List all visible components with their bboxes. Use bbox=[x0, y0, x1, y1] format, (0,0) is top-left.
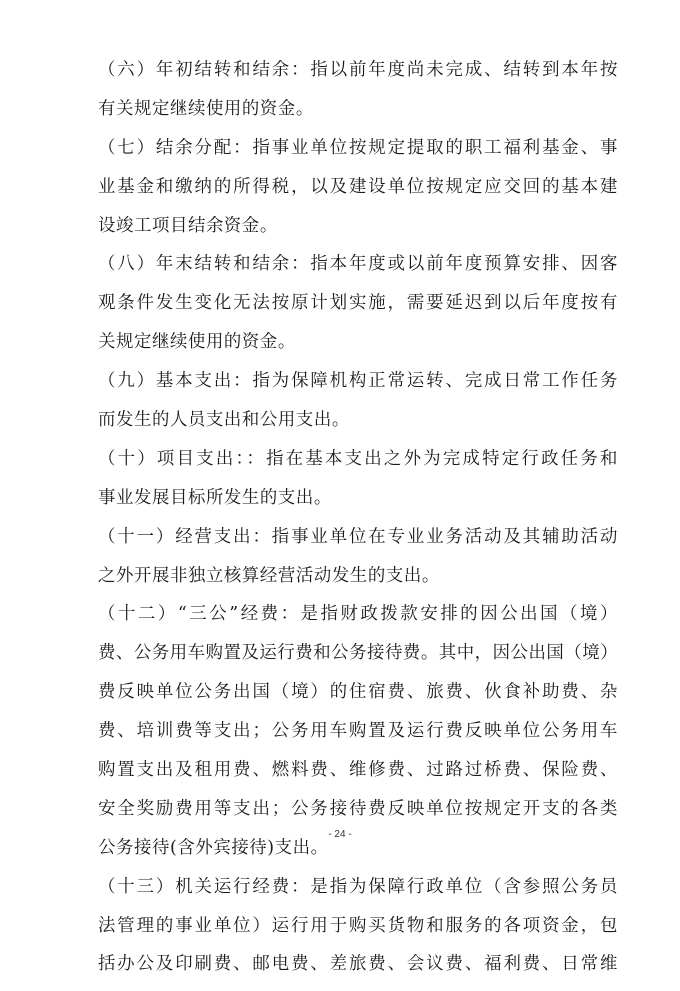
text-line: 关规定继续使用的资金。 bbox=[98, 332, 296, 353]
text-line: （十三）机关运行经费：是指为保障行政单位（含参照公务员 bbox=[98, 876, 618, 897]
text-line: 之外开展非独立核算经营活动发生的支出。 bbox=[98, 565, 440, 586]
text-line: 观条件发生变化无法按原计划实施，需要延迟到以后年度按有 bbox=[98, 293, 618, 314]
text-line: （九）基本支出：指为保障机构正常运转、完成日常工作任务 bbox=[98, 371, 618, 392]
body-text bbox=[98, 58, 618, 991]
text-line: 购置支出及租用费、燃料费、维修费、过路过桥费、保险费、 bbox=[98, 760, 618, 781]
text-line: 设竣工项目结余资金。 bbox=[98, 215, 278, 236]
text-line: 费、公务用车购置及运行费和公务接待费。其中，因公出国（境） bbox=[98, 643, 618, 664]
text-line: （七）结余分配：指事业单位按规定提取的职工福利基金、事 bbox=[98, 137, 618, 158]
page-number: - 24 - bbox=[328, 829, 352, 840]
text-line: 业基金和缴纳的所得税，以及建设单位按规定应交回的基本建 bbox=[98, 176, 618, 197]
text-line: 安全奖励费用等支出；公务接待费反映单位按规定开支的各类 bbox=[98, 798, 618, 819]
text-line: （十一）经营支出：指事业单位在专业业务活动及其辅助活动 bbox=[98, 526, 618, 547]
text-line: （六）年初结转和结余：指以前年度尚未完成、结转到本年按 bbox=[98, 60, 618, 80]
text-line: 有关规定继续使用的资金。 bbox=[98, 98, 314, 119]
text-line: （八）年末结转和结余：指本年度或以前年度预算安排、因客 bbox=[98, 254, 618, 275]
text-line: （十二）“三公”经费：是指财政拨款安排的因公出国（境） bbox=[98, 604, 618, 625]
text-line: 括办公及印刷费、邮电费、差旅费、会议费、福利费、日常维 bbox=[98, 954, 618, 975]
text-line: 事业发展目标所发生的支出。 bbox=[98, 487, 332, 508]
text-line: 而发生的人员支出和公用支出。 bbox=[98, 410, 350, 431]
text-line: （十）项目支出：：指在基本支出之外为完成特定行政任务和 bbox=[98, 448, 618, 469]
text-line: 费、培训费等支出；公务用车购置及运行费反映单位公务用车 bbox=[98, 721, 618, 742]
text-line: 费反映单位公务出国（境）的住宿费、旅费、伙食补助费、杂 bbox=[98, 682, 618, 703]
text-line: 法管理的事业单位）运行用于购买货物和服务的各项资金，包 bbox=[98, 915, 618, 936]
text-line: 公务接待(含外宾接待)支出。 bbox=[98, 837, 329, 858]
